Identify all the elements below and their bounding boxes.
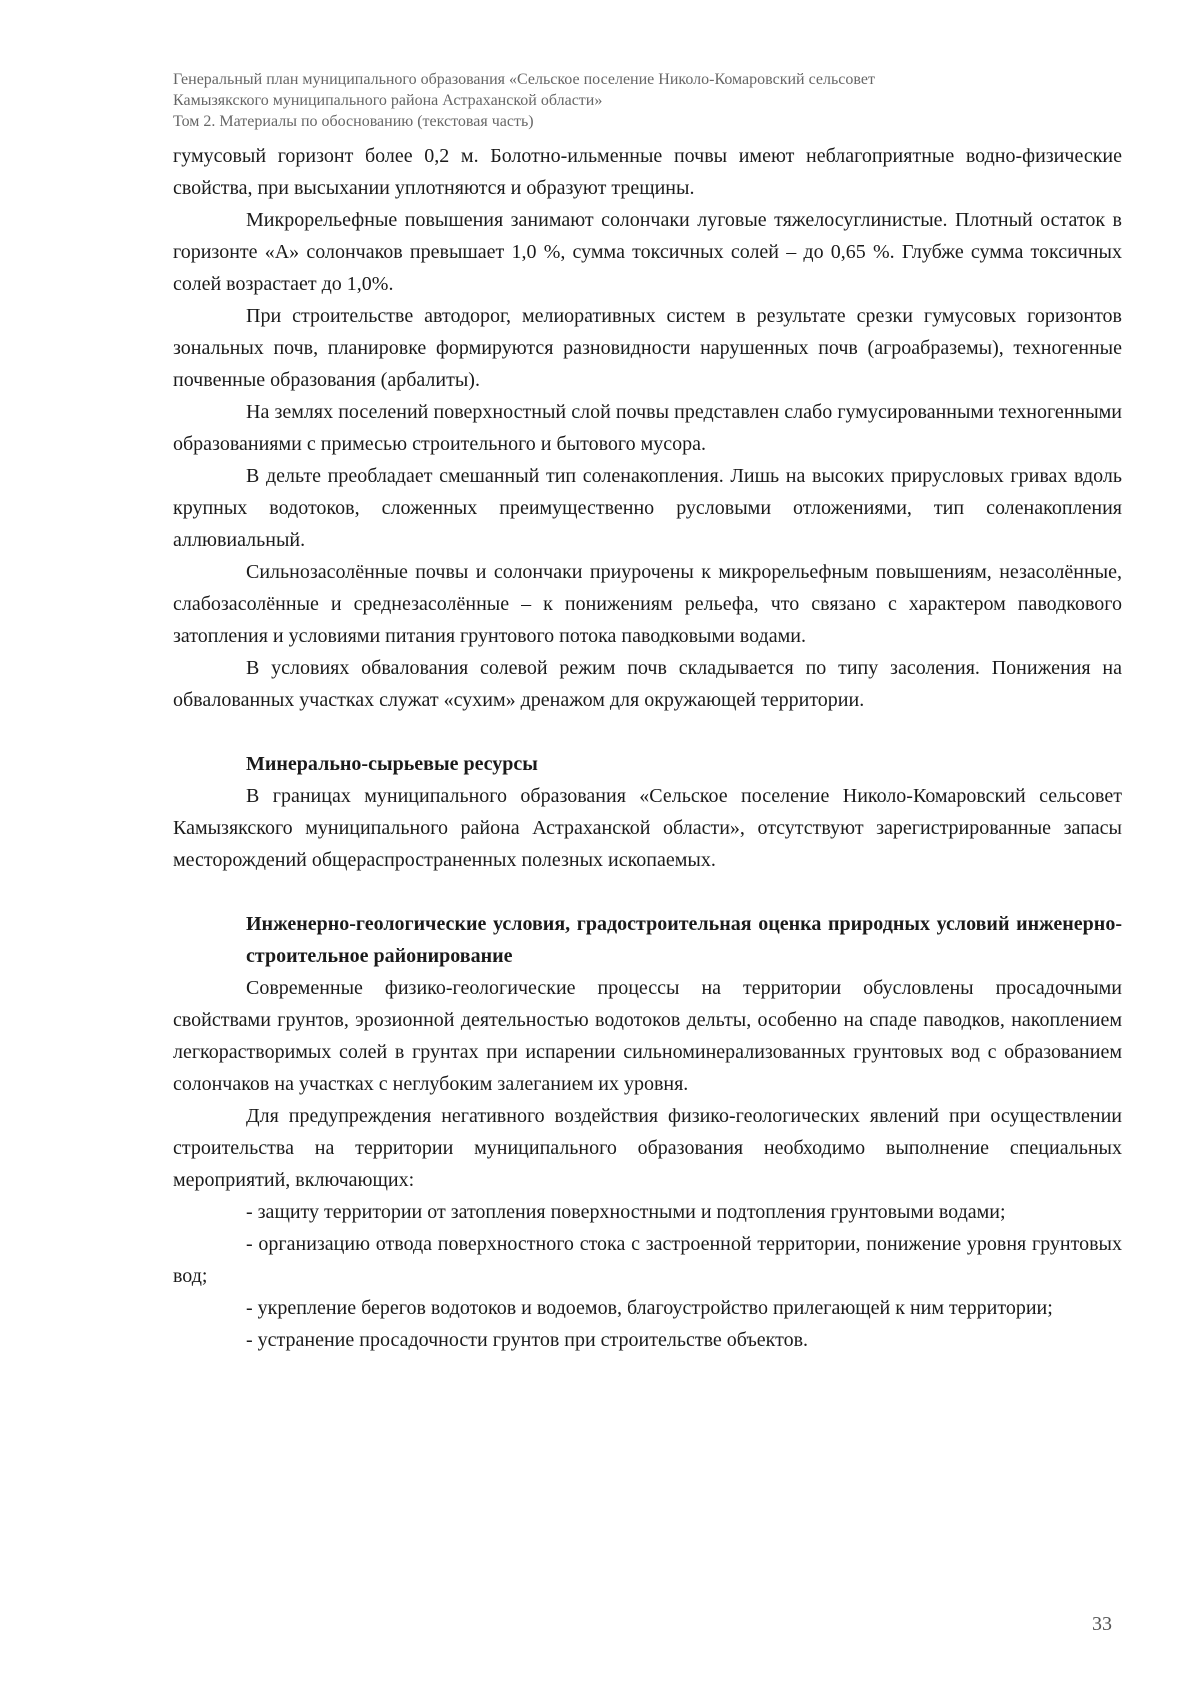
page-number: 33: [1092, 1613, 1112, 1635]
section-gap: [173, 876, 1122, 908]
paragraph: Микрорельефные повышения занимают солончаки луговые тяжелосуглинистые. Плотный остаток в горизонте «А» солончаков превышает 1,0 %, сумма токсичных солей – до 0,65 %. Глубже сумма токсичных солей возрастает до 1,0%.: [173, 209, 1122, 295]
paragraph: В условиях обвалования солевой режим почв складывается по типу засоления. Понижения на обвалованных участках служат «сухим» дренажом для окружающей территории.: [173, 657, 1122, 711]
section-heading-mineral-resources: Минерально-сырьевые ресурсы: [246, 753, 538, 775]
paragraph: Для предупреждения негативного воздействия физико-геологических явлений при осуществлении строительства на территории муниципального образования необходимо выполнение специальных мероприятий, включающих:: [173, 1105, 1122, 1191]
paragraph: В границах муниципального образования «Сельское поселение Николо-Комаровский сельсовет Камызякского муниципального района Астраханской области», отсутствуют зарегистрированные запасы месторождений общераспространенных полезных ископаемых.: [173, 785, 1122, 871]
body-text: [173, 140, 1122, 1356]
list-item: - укрепление берегов водотоков и водоемов, благоустройство прилегающей к ним территории;: [246, 1297, 1053, 1319]
paragraph: Современные физико-геологические процессы на территории обусловлены просадочными свойствами грунтов, эрозионной деятельностью водотоков дельты, особенно на спаде паводков, накоплением легкорастворимых солей в грунтах при испарении сильноминерализованных грунтовых вод с образованием солончаков на участках с неглубоким залеганием их уровня.: [173, 977, 1122, 1095]
paragraph: В дельте преобладает смешанный тип соленакопления. Лишь на высоких прирусловых гривах вдоль крупных водотоков, сложенных преимущественно русловыми отложениями, тип соленакопления аллювиальный.: [173, 465, 1122, 551]
paragraph: При строительстве автодорог, мелиоративных систем в результате срезки гумусовых горизонтов зональных почв, планировке формируются разновидности нарушенных почв (агроабраземы), техногенные почвенные образования (арбалиты).: [173, 305, 1122, 391]
list-item: - защиту территории от затопления поверхностными и подтопления грунтовыми водами;: [246, 1201, 1006, 1223]
header-line-3: Том 2. Материалы по обоснованию (текстовая часть): [173, 113, 534, 130]
paragraph-continued: гумусовый горизонт более 0,2 м. Болотно-ильменные почвы имеют неблагоприятные водно-физические свойства, при высыхании уплотняются и образуют трещины.: [173, 145, 1122, 199]
paragraph: На землях поселений поверхностный слой почвы представлен слабо гумусированными техногенными образованиями с примесью строительного и бытового мусора.: [173, 401, 1122, 455]
header-line-1: Генеральный план муниципального образования «Сельское поселение Николо-Комаровский сельсовет: [173, 71, 875, 88]
running-header: [173, 69, 1123, 132]
list-item: - устранение просадочности грунтов при строительстве объектов.: [246, 1329, 809, 1351]
paragraph: Сильнозасолённые почвы и солончаки приурочены к микрорельефным повышениям, незасолённые, слабозасолённые и среднезасолённые – к понижениям рельефа, что связано с характером паводкового затопления и условиями питания грунтового потока паводковыми водами.: [173, 561, 1122, 647]
section-heading-engineering-geology: Инженерно-геологические условия, градостроительная оценка природных условий инженерно-строительное районирование: [246, 913, 1122, 967]
header-line-2: Камызякского муниципального района Астраханской области»: [173, 92, 603, 109]
list-item: - организацию отвода поверхностного стока с застроенной территории, понижение уровня грунтовых вод;: [173, 1233, 1122, 1287]
section-gap: [173, 716, 1122, 748]
